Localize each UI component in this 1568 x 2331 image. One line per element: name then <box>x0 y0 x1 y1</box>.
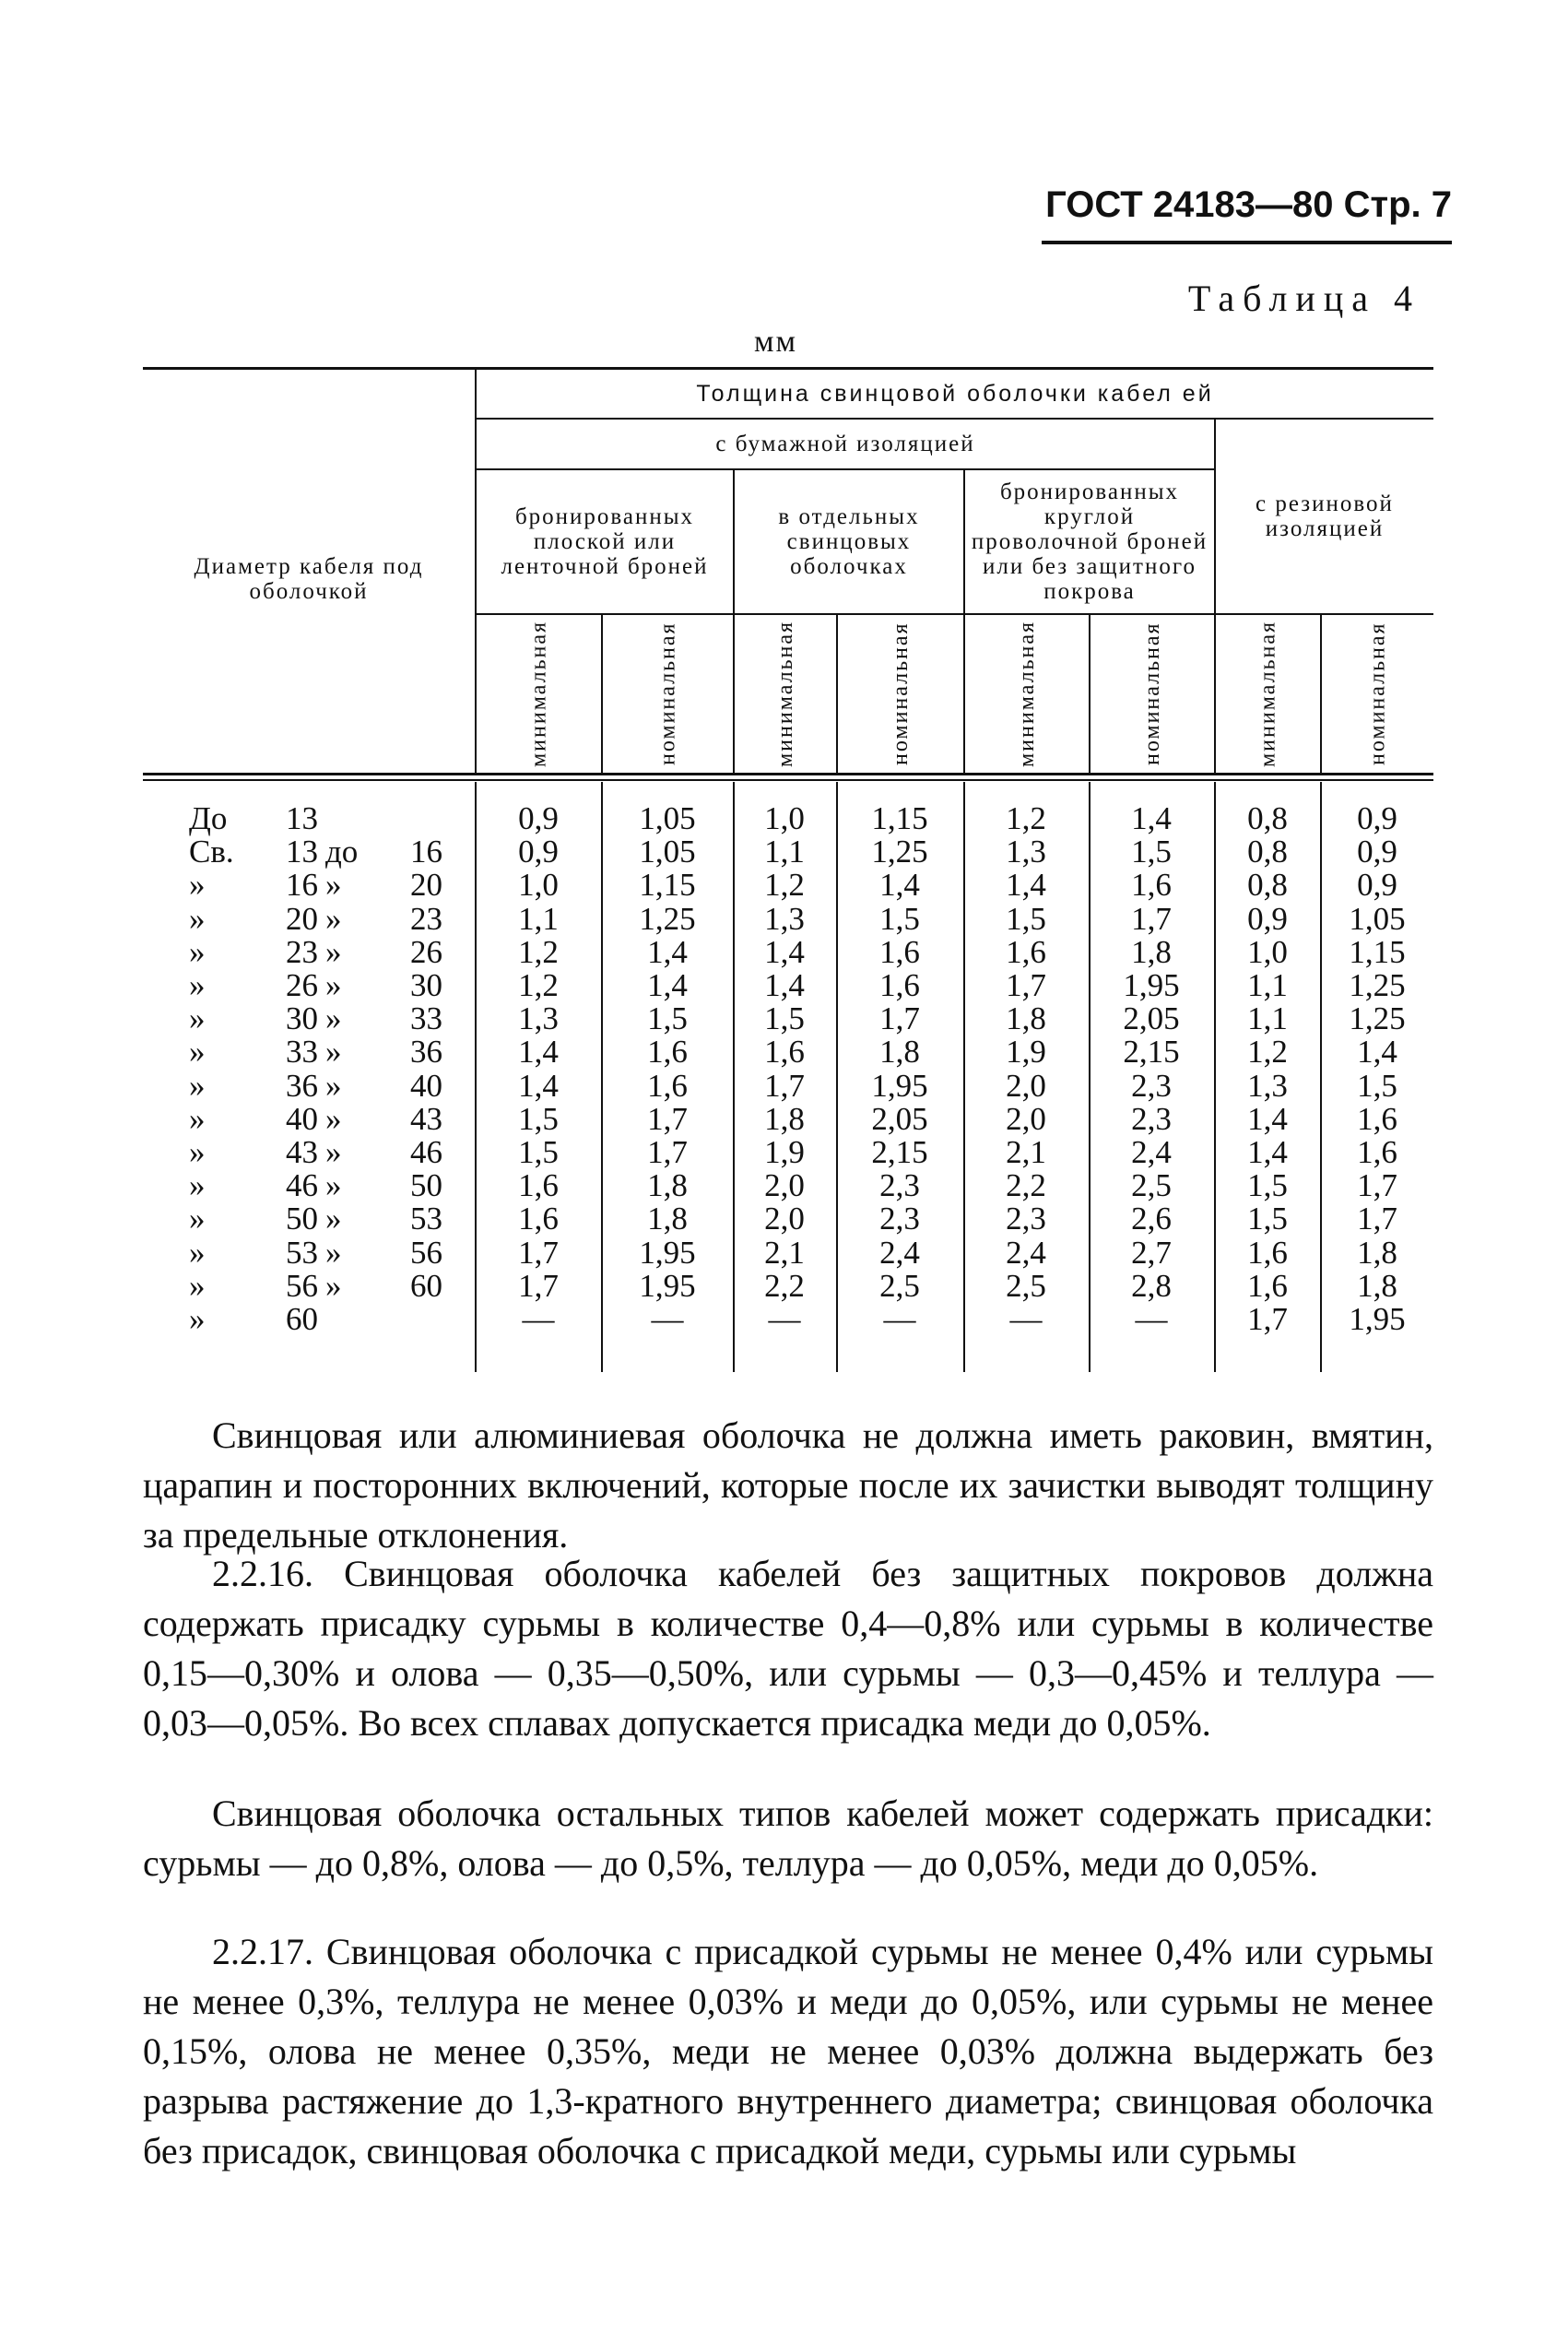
row-value-col-2: 1,7 <box>647 1134 688 1170</box>
row-value-col-5: 2,0 <box>1006 1068 1046 1104</box>
row-diameter-to: 50 <box>410 1167 442 1203</box>
row-diameter-do: » <box>325 867 342 903</box>
row-diameter-from: 30 <box>286 1000 318 1036</box>
row-diameter-do: » <box>325 901 342 937</box>
row-value-col-3: 1,3 <box>764 901 805 937</box>
row-value-col-2: 1,8 <box>647 1167 688 1203</box>
row-prefix: » <box>189 1034 206 1070</box>
row-diameter-do: » <box>325 1235 342 1271</box>
row-value-col-7: 1,7 <box>1247 1301 1288 1337</box>
row-value-col-7: 1,1 <box>1247 967 1288 1003</box>
row-value-col-1: 1,6 <box>518 1167 559 1203</box>
row-diameter-from: 20 <box>286 901 318 937</box>
row-diameter-from: 36 <box>286 1068 318 1104</box>
separate-sheath-header: в отдельных свинцовых оболочках <box>778 504 920 579</box>
row-value-col-3: 1,9 <box>764 1134 805 1170</box>
row-diameter-from: 56 <box>286 1268 318 1304</box>
row-value-col-7: 1,0 <box>1247 934 1288 970</box>
row-value-col-7: 0,8 <box>1247 867 1288 903</box>
row-value-col-6: 1,4 <box>1131 800 1172 836</box>
table-row <box>143 800 1433 834</box>
row-prefix: » <box>189 1201 206 1236</box>
row-value-col-1: — <box>522 1301 555 1337</box>
paragraph-other-cables: Свинцовая оболочка остальных типов кабелей может содержать присадки: сурьмы — до 0,8%, олова — до 0,5%, теллура — до 0,05%, меди до 0,05%. <box>143 1793 1433 1884</box>
row-value-col-3: 2,2 <box>764 1268 805 1304</box>
row-value-col-5: 2,3 <box>1006 1201 1046 1236</box>
table-row <box>143 834 1433 870</box>
row-value-col-4: 2,15 <box>871 1134 928 1170</box>
row-value-col-2: 1,4 <box>647 934 688 970</box>
armored-round-header: бронированных круглой проволочной броней или без защитного покрова <box>971 479 1208 604</box>
row-prefix: » <box>189 1068 206 1104</box>
row-value-col-1: 1,4 <box>518 1034 559 1070</box>
row-value-col-5: 2,5 <box>1006 1268 1046 1304</box>
row-value-col-3: 2,1 <box>764 1235 805 1271</box>
row-diameter-do: » <box>325 1201 342 1236</box>
row-diameter-do: » <box>325 1167 342 1203</box>
row-diameter-to: 16 <box>410 834 442 870</box>
row-value-col-2: 1,95 <box>639 1268 696 1304</box>
col-nom-3: номинальная <box>1139 621 1164 766</box>
row-value-col-2: 1,8 <box>647 1201 688 1236</box>
row-value-col-4: 1,6 <box>879 967 920 1003</box>
row-diameter-do: » <box>325 1000 342 1036</box>
row-diameter-do: » <box>325 1068 342 1104</box>
table-row <box>143 901 1433 937</box>
row-value-col-8: 1,25 <box>1349 967 1406 1003</box>
row-value-col-5: 1,7 <box>1006 967 1046 1003</box>
row-diameter-from: 33 <box>286 1034 318 1070</box>
diameter-header: Диаметр кабеля под оболочкой <box>194 554 424 604</box>
paragraph-2-2-17: 2.2.17. Свинцовая оболочка с присадкой сурьмы не менее 0,4% или сурьмы не менее 0,3%, теллура не менее 0,03% и меди до 0,05%, или сурьмы не менее 0,15%, олова не менее 0,35%, меди не менее 0,03% должна выдержать без разрыва растяжение до 1,3-кратного внутреннего диаметра; свинцовая оболочка без присадок, свинцовая оболочка с присадкой меди, сурьмы или сурьмы <box>143 1931 1433 2171</box>
row-value-col-6: 2,6 <box>1131 1201 1172 1236</box>
row-value-col-2: 1,05 <box>639 834 696 870</box>
row-value-col-2: 1,5 <box>647 1000 688 1036</box>
row-value-col-7: 1,4 <box>1247 1101 1288 1137</box>
row-value-col-6: 2,4 <box>1131 1134 1172 1170</box>
row-value-col-5: 1,6 <box>1006 934 1046 970</box>
row-value-col-1: 1,5 <box>518 1134 559 1170</box>
row-value-col-8: 1,6 <box>1357 1134 1397 1170</box>
table-header <box>143 367 1433 784</box>
row-value-col-3: 1,0 <box>764 800 805 836</box>
row-value-col-7: 1,5 <box>1247 1167 1288 1203</box>
row-value-col-5: 2,2 <box>1006 1167 1046 1203</box>
row-value-col-8: 1,7 <box>1357 1167 1397 1203</box>
row-value-col-7: 1,6 <box>1247 1235 1288 1271</box>
row-value-col-8: 0,9 <box>1357 867 1397 903</box>
row-value-col-7: 1,5 <box>1247 1201 1288 1236</box>
row-value-col-8: 1,7 <box>1357 1201 1397 1236</box>
row-value-col-8: 1,05 <box>1349 901 1406 937</box>
row-value-col-4: 1,6 <box>879 934 920 970</box>
row-diameter-from: 60 <box>286 1301 318 1337</box>
row-prefix: » <box>189 901 206 937</box>
row-diameter-from: 26 <box>286 967 318 1003</box>
row-value-col-6: 2,5 <box>1131 1167 1172 1203</box>
row-value-col-8: 1,6 <box>1357 1101 1397 1137</box>
row-diameter-do: » <box>325 1268 342 1304</box>
row-prefix: До <box>189 800 228 836</box>
row-value-col-1: 1,6 <box>518 1201 559 1236</box>
table-row <box>143 1201 1433 1234</box>
row-value-col-3: 1,6 <box>764 1034 805 1070</box>
row-value-col-3: 2,0 <box>764 1201 805 1236</box>
row-value-col-6: 2,8 <box>1131 1268 1172 1304</box>
row-value-col-7: 0,9 <box>1247 901 1288 937</box>
col-min-2: минимальная <box>772 620 797 768</box>
row-value-col-8: 1,5 <box>1357 1068 1397 1104</box>
table-row <box>143 1301 1433 1337</box>
col-min-1: минимальная <box>526 620 551 768</box>
row-diameter-to: 43 <box>410 1101 442 1137</box>
row-diameter-to: 36 <box>410 1034 442 1070</box>
col-nom-2: номинальная <box>888 621 913 766</box>
row-prefix: » <box>189 1134 206 1170</box>
row-value-col-2: 1,15 <box>639 867 696 903</box>
row-value-col-5: 1,5 <box>1006 901 1046 937</box>
row-diameter-to: 26 <box>410 934 442 970</box>
row-value-col-2: 1,25 <box>639 901 696 937</box>
row-value-col-5: — <box>1009 1301 1043 1337</box>
row-prefix: » <box>189 1235 206 1271</box>
row-prefix: » <box>189 867 206 903</box>
row-diameter-from: 13 <box>286 834 318 870</box>
row-diameter-from: 46 <box>286 1167 318 1203</box>
row-value-col-7: 1,2 <box>1247 1034 1288 1070</box>
row-value-col-2: — <box>651 1301 684 1337</box>
row-value-col-4: 1,7 <box>879 1000 920 1036</box>
row-value-col-8: 1,15 <box>1349 934 1406 970</box>
row-value-col-6: 1,5 <box>1131 834 1172 870</box>
row-prefix: » <box>189 1101 206 1137</box>
row-value-col-7: 0,8 <box>1247 834 1288 870</box>
table-row <box>143 967 1433 1003</box>
row-value-col-1: 1,7 <box>518 1268 559 1304</box>
row-value-col-1: 1,0 <box>518 867 559 903</box>
row-value-col-3: 1,5 <box>764 1000 805 1036</box>
table-row <box>143 1134 1433 1170</box>
row-value-col-1: 1,5 <box>518 1101 559 1137</box>
col-nom-1: номинальная <box>655 621 680 766</box>
row-diameter-do: » <box>325 967 342 1003</box>
row-value-col-7: 0,8 <box>1247 800 1288 836</box>
row-value-col-1: 1,3 <box>518 1000 559 1036</box>
row-value-col-4: 2,05 <box>871 1101 928 1137</box>
table-unit: мм <box>754 325 798 359</box>
row-value-col-4: 2,3 <box>879 1201 920 1236</box>
row-value-col-5: 1,3 <box>1006 834 1046 870</box>
row-value-col-3: 1,1 <box>764 834 805 870</box>
row-diameter-to: 60 <box>410 1268 442 1304</box>
row-value-col-2: 1,4 <box>647 967 688 1003</box>
row-prefix: » <box>189 1268 206 1304</box>
paper-insulation-header: с бумажной изоляцией <box>715 432 975 456</box>
row-value-col-5: 1,9 <box>1006 1034 1046 1070</box>
row-value-col-6: 2,3 <box>1131 1068 1172 1104</box>
row-value-col-8: 1,8 <box>1357 1235 1397 1271</box>
row-value-col-7: 1,6 <box>1247 1268 1288 1304</box>
row-diameter-to: 53 <box>410 1201 442 1236</box>
rule-header-bottom <box>143 773 1433 775</box>
col-min-3: минимальная <box>1014 620 1039 768</box>
row-value-col-2: 1,7 <box>647 1101 688 1137</box>
row-value-col-5: 1,4 <box>1006 867 1046 903</box>
row-diameter-to: 46 <box>410 1134 442 1170</box>
paragraph-sheath-defects: Свинцовая или алюминиевая оболочка не должна иметь раковин, вмятин, царапин и посторонних включений, которые после их зачистки выводят толщину за предельные отклонения. <box>143 1414 1433 1556</box>
row-diameter-from: 40 <box>286 1101 318 1137</box>
row-value-col-2: 1,6 <box>647 1034 688 1070</box>
row-value-col-6: 2,3 <box>1131 1101 1172 1137</box>
row-value-col-3: 1,8 <box>764 1101 805 1137</box>
row-value-col-8: 0,9 <box>1357 834 1397 870</box>
row-value-col-4: 2,3 <box>879 1167 920 1203</box>
row-value-col-3: 1,4 <box>764 934 805 970</box>
row-value-col-6: 1,6 <box>1131 867 1172 903</box>
row-prefix: » <box>189 1301 206 1337</box>
row-value-col-5: 2,0 <box>1006 1101 1046 1137</box>
row-value-col-4: — <box>883 1301 916 1337</box>
table-row <box>143 1235 1433 1271</box>
row-value-col-6: 1,7 <box>1131 901 1172 937</box>
table-row <box>143 1034 1433 1070</box>
row-value-col-1: 1,2 <box>518 934 559 970</box>
row-value-col-8: 1,4 <box>1357 1034 1397 1070</box>
row-value-col-4: 1,15 <box>871 800 928 836</box>
table-row <box>143 934 1433 970</box>
row-value-col-3: 1,4 <box>764 967 805 1003</box>
row-value-col-4: 1,4 <box>879 867 920 903</box>
row-diameter-to: 33 <box>410 1000 442 1036</box>
row-value-col-2: 1,6 <box>647 1068 688 1104</box>
row-value-col-7: 1,4 <box>1247 1134 1288 1170</box>
row-value-col-1: 0,9 <box>518 834 559 870</box>
row-value-col-6: 2,05 <box>1123 1000 1180 1036</box>
row-value-col-6: — <box>1135 1301 1168 1337</box>
row-value-col-3: 1,7 <box>764 1068 805 1104</box>
row-prefix: Св. <box>189 834 234 870</box>
row-value-col-6: 2,7 <box>1131 1235 1172 1271</box>
col-min-4: минимальная <box>1256 620 1280 768</box>
row-diameter-to: 56 <box>410 1235 442 1271</box>
table-row <box>143 1268 1433 1304</box>
row-diameter-from: 13 <box>286 800 318 836</box>
row-value-col-4: 1,95 <box>871 1068 928 1104</box>
row-prefix: » <box>189 1000 206 1036</box>
row-value-col-4: 2,4 <box>879 1235 920 1271</box>
row-value-col-4: 1,5 <box>879 901 920 937</box>
row-value-col-5: 2,1 <box>1006 1134 1046 1170</box>
row-value-col-4: 1,25 <box>871 834 928 870</box>
row-diameter-do: » <box>325 1101 342 1137</box>
thickness-header: Толщина свинцовой оболочки кабел ей <box>696 380 1214 407</box>
table-row <box>143 1167 1433 1201</box>
col-nom-4: номинальная <box>1365 621 1390 766</box>
row-value-col-2: 1,05 <box>639 800 696 836</box>
row-value-col-3: 2,0 <box>764 1167 805 1203</box>
table-row <box>143 1101 1433 1137</box>
row-value-col-5: 1,8 <box>1006 1000 1046 1036</box>
table-row <box>143 1000 1433 1034</box>
row-prefix: » <box>189 967 206 1003</box>
row-value-col-1: 1,7 <box>518 1235 559 1271</box>
row-value-col-1: 1,2 <box>518 967 559 1003</box>
row-diameter-do: » <box>325 1034 342 1070</box>
page-header: ГОСТ 24183—80 Стр. 7 <box>1042 184 1452 244</box>
rubber-insulation-header: с резиновой изоляцией <box>1256 491 1394 541</box>
row-value-col-8: 0,9 <box>1357 800 1397 836</box>
row-diameter-to: 23 <box>410 901 442 937</box>
armored-flat-header: бронированных плоской или ленточной броней <box>501 504 709 579</box>
row-prefix: » <box>189 934 206 970</box>
row-value-col-8: 1,25 <box>1349 1000 1406 1036</box>
row-value-col-5: 2,4 <box>1006 1235 1046 1271</box>
row-diameter-from: 53 <box>286 1235 318 1271</box>
rule-header-bottom-2 <box>143 779 1433 781</box>
row-prefix: » <box>189 1167 206 1203</box>
row-diameter-from: 43 <box>286 1134 318 1170</box>
table-row <box>143 1068 1433 1104</box>
paragraph-2-2-16: 2.2.16. Свинцовая оболочка кабелей без защитных покровов должна содержать присадку сурьмы в количестве 0,4—0,8% или сурьмы в количестве 0,15—0,30% и олова — 0,35—0,50%, или сурьмы — 0,3—0,45% и теллура — 0,03—0,05%. Во всех сплавах допускается присадка меди до 0,05%. <box>143 1553 1433 1744</box>
row-diameter-from: 16 <box>286 867 318 903</box>
row-value-col-6: 1,95 <box>1123 967 1180 1003</box>
row-value-col-8: 1,8 <box>1357 1268 1397 1304</box>
row-value-col-6: 2,15 <box>1123 1034 1180 1070</box>
row-value-col-7: 1,1 <box>1247 1000 1288 1036</box>
row-value-col-1: 0,9 <box>518 800 559 836</box>
row-diameter-do: » <box>325 934 342 970</box>
row-value-col-7: 1,3 <box>1247 1068 1288 1104</box>
row-diameter-do: » <box>325 1134 342 1170</box>
row-value-col-3: 1,2 <box>764 867 805 903</box>
row-value-col-6: 1,8 <box>1131 934 1172 970</box>
row-value-col-5: 1,2 <box>1006 800 1046 836</box>
row-value-col-4: 1,8 <box>879 1034 920 1070</box>
row-diameter-from: 50 <box>286 1201 318 1236</box>
row-diameter-to: 20 <box>410 867 442 903</box>
row-diameter-do: до <box>325 834 359 870</box>
row-value-col-1: 1,4 <box>518 1068 559 1104</box>
row-diameter-to: 40 <box>410 1068 442 1104</box>
row-value-col-2: 1,95 <box>639 1235 696 1271</box>
row-value-col-4: 2,5 <box>879 1268 920 1304</box>
table-title: Таблица 4 <box>1187 278 1421 319</box>
row-diameter-from: 23 <box>286 934 318 970</box>
table-row <box>143 867 1433 903</box>
row-value-col-3: — <box>768 1301 801 1337</box>
row-value-col-1: 1,1 <box>518 901 559 937</box>
row-diameter-to: 30 <box>410 967 442 1003</box>
row-value-col-8: 1,95 <box>1349 1301 1406 1337</box>
